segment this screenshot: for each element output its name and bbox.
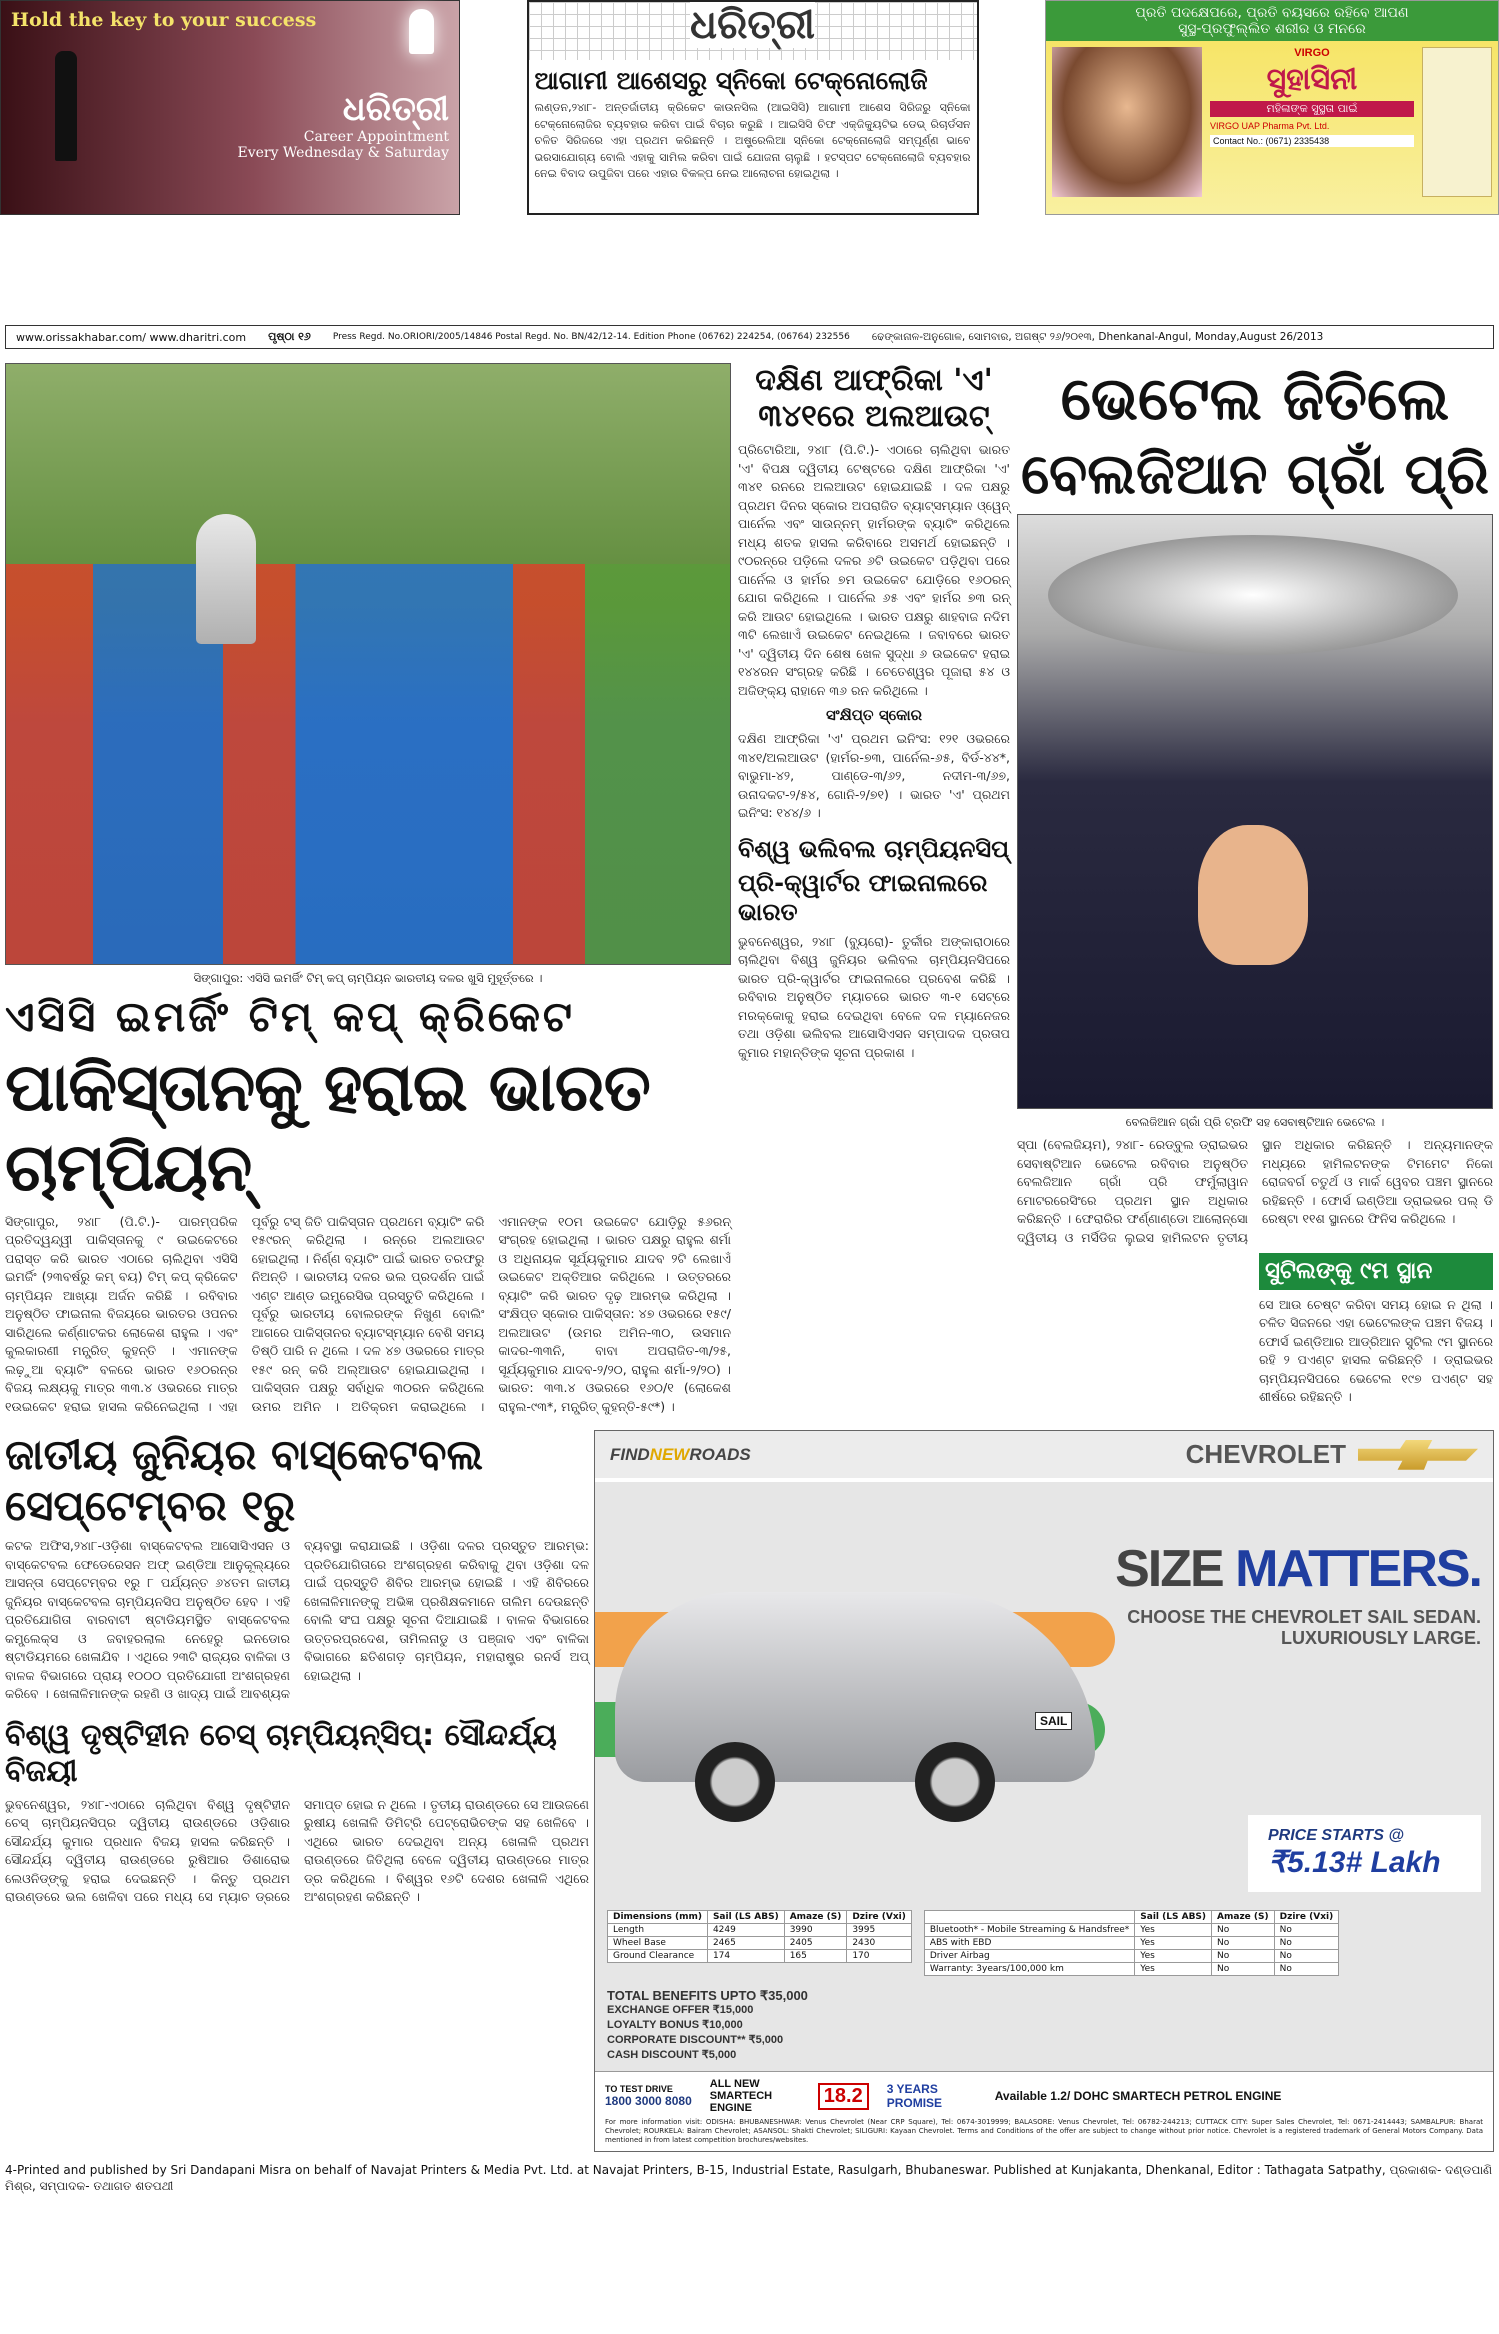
score-title: ସଂକ୍ଷିପ୍ତ ସ୍କୋର [825, 706, 923, 724]
brand: VIRGO [1294, 47, 1330, 59]
ad-tagline: Hold the key to your success [11, 9, 317, 31]
dimensions-table [607, 1910, 912, 1963]
table-cell: Amaze (S) [784, 1911, 847, 1924]
product-name: ସୁହାସିନୀ [1266, 63, 1358, 96]
sa-headline [738, 363, 1010, 435]
ad-hero [595, 1482, 1493, 1902]
table-cell: No [1212, 1937, 1275, 1950]
chess-body: ଭୁବନେଶ୍ୱର, ୨୪ା୮-ଏଠାରେ ଚାଲିଥିବା ବିଶ୍ୱ ଦୃଷ୍ଟିହୀନ ଚେସ୍ ଚାମ୍ପିୟନସିପ୍ର ଦ୍ୱିତୀୟ ରାଉଣ୍ଡରେ ଓଡ଼ିଶାର ସୌନ୍ଦର୍ଯ୍ୟ କୁମାର ପ୍ରଧାନ ବିଜୟ ହାସଲ କରିଛନ୍ତି । ସୌନ୍ଦର୍ଯ୍ୟ ଦ୍ୱିତୀୟ ରାଉଣ୍ଡରେ ରୁଷିଆର ଡିଶାରୋଭ ଲେଓନିଡ୍ଙ୍କୁ ହରାଇ ଦେଇଛନ୍ତି । କିନ୍ତୁ ପ୍ରଥମ ରାଉଣ୍ଡରେ ଭଲ ଖେଳିବା ପରେ ମଧ୍ୟ ସେ ମ୍ୟାଚ ଡ୍ରରେ ସମାପ୍ତ ହୋଇ ନ ଥିଲେ । ତୃତୀୟ ରାଉଣ୍ଡରେ ସେ ଆଉଜଣେ ରୁଷୀୟ ଖେଳାଳି ଡିମିଟ୍ରି ପେଟ୍ରୋଭିଚଙ୍କ ସହ ଖେଳିବେ । ଏଥିରେ ଭାରତ ଦେଇଥିବା ଅନ୍ୟ ଖେଳାଳି ପ୍ରଥମ ରାଉଣ୍ଡରେ ଜିତିଥିଲା ବେଳେ ଦ୍ୱିତୀୟ ରାଉଣ୍ଡରେ ମାତ୍ର ଡ୍ର କରିଥିଲେ । ବିଶ୍ୱର ୧୬ଟି ଦେଶର ଖେଳାଳି ଏଥିରେ ଅଂଶଗ୍ରହଣ କରିଛନ୍ତି । [5, 1796, 589, 1905]
table-row [608, 1950, 912, 1963]
size-text: SIZE [1115, 1540, 1223, 1599]
f1-body: ସ୍ପା (ବେଲଜିୟମ), ୨୪ା୮- ରେଡ୍ବୁଲ ଡ୍ରାଇଭର ସେବାଷ୍ଟିଆନ ଭେଟେଲ ରବିବାର ଅନୁଷ୍ଠିତ ବେଲଜିଆନ ଗ୍ରାଁ ପ୍ରି ଫର୍ମୁଲାୱାନ ମୋଟରରେସିଂରେ ପ୍ରଥମ ସ୍ଥାନ ଅଧିକାର କରିଛନ୍ତି । ଫେରାରିର ଫର୍ଣ୍ଣାଣ୍ଡୋ ଆଲୋନ୍ସୋ ଦ୍ୱିତୀୟ ଓ ମର୍ସିଡିଜ ଲୁଇସ ହାମିଲଟନ ତୃତୀୟ ସ୍ଥାନ ଅଧିକାର କରିଛନ୍ତି । ଅନ୍ୟମାନଙ୍କ ମଧ୍ୟରେ ହାମିଲଟନଙ୍କ ଟିମମେଟ ନିକୋ ରୋଜବର୍ଗ ଚତୁର୍ଥ ଓ ମାର୍କ ୱେବର ପଞ୍ଚମ ସ୍ଥାନରେ ରହିଛନ୍ତି । ଫୋର୍ସ ଇଣ୍ଡିଆ ଡ୍ରାଇଭର ପଲ୍ ଡି ରେଷ୍ଟା ୧୧ଶ ସ୍ଥାନରେ ଫିନିସ କରିଥିଲେ । [1017, 1137, 1493, 1245]
matters-text: MATTERS. [1235, 1540, 1481, 1599]
table-row [924, 1911, 1338, 1924]
chevrolet-ad[interactable] [594, 1430, 1494, 2152]
benefit-item: CASH DISCOUNT ₹5,000 [607, 2049, 737, 2062]
table-cell: Yes [1135, 1937, 1212, 1950]
company: VIRGO UAP Pharma Pvt. Ltd. [1210, 121, 1330, 131]
sniko-body: ଲଣ୍ଡନ,୨୪ା୮- ଅନ୍ତର୍ଜାତୀୟ କ୍ରିକେଟ କାଉନସିଲ (ଆଇସିସି) ଆଗାମୀ ଆଶେସ ସିରିଜରୁ ସ୍ନିକୋ ଟେକ୍ନୋଲୋଜିର ବ୍ୟବହାର କରିବା ପାଇଁ ବିଚାର କରୁଛି । ଆଇସିସି ଚିଫ ଏକ୍ଜିକ୍ୟୁଟିଭ ଡେଭ୍ ରିଚାର୍ଡସନ ଚଳିତ ସିରିଜରେ ଏହା ପ୍ରଥମ କରିଛନ୍ତି । ଅଷ୍ଟ୍ରେଲିଆ ସ୍ନିକୋ ଟେକ୍ନୋଲୋଜି ସମ୍ପୂର୍ଣ୍ଣ ଭାବେ ଭରସାଯୋଗ୍ୟ ବୋଲି ଏହାକୁ ସାମିଲ କରିବା ପାଇଁ ଯୋଜନା ଚାଲୁଛି । ହଟସ୍ପଟ ଟେକ୍ନୋଲୋଜି ବ୍ୟବହାର ନେଇ ବିବାଦ ଉପୁଜିବା ପରେ ଏହାର ବିକଳ୍ପ ନେଇ ଆଲୋଚନା ହୋଇଥିଲା । [534, 101, 971, 180]
bottom-section [0, 1416, 1499, 2152]
benefit-item: EXCHANGE OFFER ₹15,000 [607, 2004, 754, 2017]
product-box [1422, 47, 1492, 197]
table-cell: 3990 [784, 1924, 847, 1937]
dealer-fine-print: For more information visit: ODISHA: BHUBANESHWAR: Venus Chevrolet (Near CRP Square), Tel: 0674-3019999; BALASORE: Venus Chevrolet, Tel: 06782-244213; CUTTACK CITY: Super Sales Chevrolet, Tel: 0671-2414443; SAMBALPUR: Bharat Chevrolet; ROURKELA: Bairam Chevrolet; ASANSOL: Shakti Chevrolet; SILIGURI: Kayaan Chevrolet. Terms and Conditions of the offer are subject to change without prior notice. Chevrolet is a registered trademark of General Motors Company. Data mentioned in from latest competition brochures/websites. [605, 2118, 1483, 2145]
table-cell: No [1212, 1963, 1275, 1976]
table-row [608, 1911, 912, 1924]
table-cell: No [1274, 1963, 1339, 1976]
warranty-badge: 3 YEARS PROMISE [886, 2082, 943, 2111]
table-cell: No [1274, 1950, 1339, 1963]
table-cell: Length [608, 1924, 708, 1937]
product-sub: ମହିଳାଙ୍କ ସୁସ୍ଥତା ପାଇଁ [1210, 101, 1414, 117]
basketball-headline: ଜାତୀୟ ଜୁନିୟର ବାସ୍କେଟବଲ ସେପ୍ଟେମ୍ବର ୧ରୁ [5, 1430, 484, 1530]
f1-body-2: ସେ ଆଉ ଚେଷ୍ଟ କରିବା ସମୟ ହୋଇ ନ ଥିଲା । ଚଳିତ ସିଜନରେ ଏହା ଭେଟେଲଙ୍କ ପଞ୍ଚମ ବିଜୟ । ଫୋର୍ସ ଇଣ୍ଡିଆର ଆଡ୍ରିଆନ ସୁଟିଲ ୯ମ ସ୍ଥାନରେ ରହି ୨ ପଏଣ୍ଟ ହାସଲ କରିଛନ୍ତି । ଡ୍ରାଇଭର ଚାମ୍ପିୟନସିପରେ ଭେଟେଲ ୧୯୭ ପଏଣ୍ଟ ସହ ଶୀର୍ଷରେ ରହିଛନ୍ତି । [1259, 1296, 1493, 1405]
table-cell: Yes [1135, 1924, 1212, 1937]
table-cell: 165 [784, 1950, 847, 1963]
trophy-icon [196, 514, 256, 644]
chevrolet-ad-footer [595, 2071, 1493, 2151]
sniko-box [527, 0, 979, 215]
ad-line: Every Wednesday & Saturday [237, 145, 449, 161]
table-cell: 4249 [707, 1924, 784, 1937]
sniko-headline: ଆଗାମୀ ଆଶେସରୁ ସ୍ନିକୋ ଟେକ୍ନୋଲୋଜି [534, 66, 928, 95]
contact: Contact No.: (0671) 2335438 [1210, 135, 1414, 147]
career-ad[interactable] [0, 0, 460, 215]
sail-car [615, 1592, 1095, 1782]
table-cell: No [1212, 1924, 1275, 1937]
table-cell: Dimensions (mm) [608, 1911, 708, 1924]
table-cell: 2430 [847, 1937, 912, 1950]
table-cell: Sail (LS ABS) [1135, 1911, 1212, 1924]
ad-line: ପ୍ରତି ପଦକ୍ଷେପରେ, ପ୍ରତି ବୟସରେ ରହିବେ ଆପଣ [1135, 5, 1409, 21]
vettel-photo [1017, 514, 1493, 1109]
phone[interactable]: 1800 3000 8080 [605, 2094, 692, 2109]
bowtie-icon [1358, 1440, 1478, 1470]
top-ads-row [0, 0, 1499, 325]
table-cell [924, 1911, 1134, 1924]
table-cell: 170 [847, 1950, 912, 1963]
sa-headline-2: ୩୪୧ରେ ଅଲଆଉଟ୍ [758, 399, 990, 434]
volley-headline-2: ପ୍ରି-କ୍ୱାର୍ଟର ଫାଇନାଲରେ ଭାରତ [738, 869, 988, 927]
f1-subhead: ସୁଟିଲଙ୍କୁ ୯ମ ସ୍ଥାନ [1259, 1253, 1493, 1290]
table-row [924, 1950, 1338, 1963]
table-row [924, 1924, 1338, 1937]
mileage-badge: 18.2 [818, 2083, 869, 2110]
features-table [924, 1910, 1339, 1976]
table-cell: Dzire (Vxi) [847, 1911, 912, 1924]
volley-body: ଭୁବନେଶ୍ୱର, ୨୪ା୮ (ବ୍ୟୁରୋ)- ତୁର୍କୀର ଅଙ୍କାରାଠାରେ ଚାଲିଥିବା ବିଶ୍ୱ ଜୁନିୟର ଭଲିବଲ ଚାମ୍ପିୟନସିପରେ ଭାରତ ପ୍ରି-କ୍ୱାର୍ଟର ଫାଇନାଲରେ ପ୍ରବେଶ କରିଛି । ରବିବାର ଅନୁଷ୍ଠିତ ମ୍ୟାଚରେ ଭାରତ ୩-୧ ସେଟ୍ରେ ମରକ୍କୋକୁ ହରାଇ ଦେଇଥିବା ବେଳେ ଦଳ ମ୍ୟାନେଜର ତଥା ଓଡ଼ିଶା ଭଲିବଲ ଆସୋସିଏସନ ସମ୍ପାଦକ ପ୍ରତାପ କୁମାର ମହାନ୍ତିଙ୍କ ସୂଚନା ପ୍ରକାଶ । [738, 933, 1010, 1060]
table-cell: No [1212, 1950, 1275, 1963]
cricket-team-photo [5, 363, 731, 965]
suhasini-ad[interactable] [1045, 0, 1499, 215]
ad-sub: LUXURIOUSLY LARGE. [1280, 1627, 1481, 1648]
benefit-item: CORPORATE DISCOUNT** ₹5,000 [607, 2034, 784, 2047]
table-cell: Warranty: 3years/100,000 km [924, 1963, 1134, 1976]
cricket-story [5, 363, 731, 1416]
engine-availability: Available 1.2/ DOHC SMARTECH PETROL ENGINE [994, 2089, 1282, 2104]
engine-badge: ALL NEW SMARTECH ENGINE [709, 2078, 773, 2115]
man-silhouette-icon [55, 51, 77, 161]
page-info-strip [5, 325, 1494, 349]
sa-headline-1: ଦକ୍ଷିଣ ଆଫ୍ରିକା 'ଏ' [755, 363, 993, 398]
ad-header [1046, 1, 1498, 41]
cricket-kicker: ଏସିସି ଇମର୍ଜିଂ ଟିମ୍ କପ୍ କ୍ରିକେଟ [5, 992, 575, 1041]
wheel [915, 1742, 995, 1822]
driver-face [1198, 825, 1308, 965]
ad-line: Career Appointment [303, 129, 449, 145]
ad-sub: CHOOSE THE CHEVROLET SAIL SEDAN. [1127, 1606, 1481, 1627]
chess-headline: ବିଶ୍ୱ ଦୃଷ୍ଟିହୀନ ଚେସ୍ ଚାମ୍ପିୟନ୍ସିପ୍: ସୌନ୍ଦର୍ଯ୍ୟ ବିଜୟୀ [5, 1717, 557, 1789]
photo-caption: ବେଲଜିଆନ ଗ୍ରାଁ ପ୍ରି ଟ୍ରଫି ସହ ସେବାଷ୍ଟିଆନ ଭେଟେଲ । [1125, 1115, 1385, 1130]
f1-headline-2: ବେଲଜିଆନ ଗ୍ରାଁ ପ୍ରି [1020, 442, 1489, 507]
spec-area [595, 1902, 1493, 2071]
table-cell: 2465 [707, 1937, 784, 1950]
table-cell: No [1274, 1924, 1339, 1937]
date: ଢେଙ୍କାନାଳ-ଅନୁଗୋଳ, ସୋମବାର, ଅଗଷ୍ଟ ୨୬/୨୦୧୩, Dhenkanal-Angul, Monday,August 26/2013 [871, 330, 1324, 343]
volley-headline-1: ବିଶ୍ୱ ଭଲିବଲ ଚାମ୍ପିୟନସିପ୍ [738, 834, 1010, 863]
cricket-body: ସିଙ୍ଗାପୁର, ୨୪ା୮ (ପି.ଟି.)- ପାରମ୍ପରିକ ପ୍ରତିଦ୍ୱନ୍ଦ୍ୱୀ ପାକିସ୍ତାନକୁ ୯ ଉଇକେଟରେ ପରାସ୍ତ କରି ଭାରତ ଏଠାରେ ଚାଲିଥିବା ଏସିସି ଇମର୍ଜିଂ (୨୩ବର୍ଷରୁ କମ୍ ବୟ) ଟିମ୍ କପ୍ କ୍ରିକେଟ ଚାମ୍ପିୟନ ଆଖ୍ୟା ଅର୍ଜନ କରିଛି । ରବିବାର ଅନୁଷ୍ଠିତ ଫାଇନାଲ ବିଜୟରେ ଭାରତର ଓପନର ସାରିଥିଲେ କର୍ଣ୍ଣାଟକର ଲୋକେଶ ରାହୁଲ । ଏବଂ କୁଲକାରଣୀ ମନ୍ପ୍ରିତ୍ କୁହନ୍ତି । ଏମାନଙ୍କ ଲଢ଼ୁଆ ବ୍ୟାଟିଂ ବଳରେ ଭାରତ ୧୬୦ରନ୍ର ବିଜୟ ଲକ୍ଷ୍ୟକୁ ମାତ୍ର ୩୩.୪ ଓଭରରେ ମାତ୍ର ୧ଉଇକେଟ ହରାଇ ହାସଲ କରିନେଇଥିଲା । ଏହା ପୂର୍ବରୁ ଟସ୍ ଜିତି ପାକିସ୍ତାନ ପ୍ରଥମେ ବ୍ୟାଟିଂ କରି ୧୫୯ରନ୍ କରିଥିଲା । ରନ୍ରେ ଅଲଆଉଟ ହୋଇଥିଲା । ନିର୍ଣ୍ଣ ବ୍ୟାଟିଂ ପାଇଁ ଭାରତ ତରଫରୁ ନିଅନ୍ତି । ଭାରତୀୟ ଦଳର ଭଲ ପ୍ରଦର୍ଶନ ପାଇଁ ଏଣ୍ଟ ଆଣ୍ଡ ଇମ୍ପ୍ରେସିଭ ପ୍ରସ୍ତୁତି କରିଥିଲେ । ପୂର୍ବରୁ ଭାରତୀୟ ବୋଲରଙ୍କ ନିଖୁଣ ବୋଲିଂ ଆଗରେ ପାକିସ୍ତାନର ବ୍ୟାଟସ୍ମ୍ୟାନ ବେଶି ସମୟ ତିଷ୍ଠି ପାରି ନ ଥିଲେ । ଦଳ ୪୭ ଓଭରରେ ମାତ୍ର ୧୫୯ ରନ୍ କରି ଅଲ୍ଆଉଟ ହୋଇଯାଇଥିଲା । ପାକିସ୍ତାନ ପକ୍ଷରୁ ସର୍ବାଧିକ ୩୦ରନ କରିଥିଲେ ଉମର ଅମିନ । ଅତିକ୍ରମ କରାଇଥିଲେ । ଏମାନଙ୍କ ୧୦ମ ଉଇକେଟ ଯୋଡ଼ିରୁ ୫୬ରନ୍ ସଂଗ୍ରହ ହୋଇଥିଲା । ଭାରତ ପକ୍ଷରୁ ରାହୁଲ ଶର୍ମା ଓ ଅଧିନାୟକ ସୂର୍ଯ୍ୟକୁମାର ଯାଦବ ୨ଟି ଲେଖାଏଁ ଉଇକେଟ ଅକ୍ତିଆର କରିଥିଲେ । ଉତ୍ତରରେ ବ୍ୟାଟିଂ କରି ଭାରତ ଦୃଢ଼ ଆରମ୍ଭ କରିଥିଲା । ସଂକ୍ଷିପ୍ତ ସ୍କୋର ପାକିସ୍ତାନ: ୪୭ ଓଭରରେ ୧୫୯/ଅଲଆଉଟ (ଉମର ଅମିନ-୩୦, ଉସମାନ କାଦର-୩୩ନି, ବାବା ଅପରାଜିତ-୩/୨୫, ସୂର୍ଯ୍ୟକୁମାର ଯାଦବ-୨/୨୦, ରାହୁଲ ଶର୍ମା-୨/୨୦) । ଭାରତ: ୩୩.୪ ଓଭରରେ ୧୬୦/୧ (ଲୋକେଶ ରାହୁଲ-୯୩*, ମନ୍ପ୍ରିତ୍ କୁହନ୍ତି-୫୯*) । [5, 1213, 731, 1414]
ad-line: ସୁସ୍ଥ-ପ୍ରଫୁଲ୍ଲିତ ଶରୀର ଓ ମନରେ [1178, 21, 1366, 37]
table-cell: Yes [1135, 1963, 1212, 1976]
imprint-line: 4-Printed and published by Sri Dandapani Misra on behalf of Navajat Printers & Media Pvt. Ltd. at Navajat Printers, B-15, Industrial Estate, Rasulgarh, Bhubaneswar. Published at Kunjakanta, Dhenkanal, Editor : Tathagata Satpathy, ପ୍ରକାଶକ- ଦଣ୍ଡପାଣି ମିଶ୍ର, ସମ୍ପାଦକ- ତଥାଗତ ଶତପଥୀ [5, 2163, 1493, 2194]
table-cell: Wheel Base [608, 1937, 708, 1950]
tag-part: ROADS [689, 1444, 751, 1464]
table-cell: No [1274, 1937, 1339, 1950]
sa-story [738, 363, 1010, 1416]
benefit-item: LOYALTY BONUS ₹10,000 [607, 2019, 743, 2032]
tag-part: FIND [610, 1444, 650, 1464]
license-plate: SAIL [1035, 1712, 1072, 1730]
call-label: TO TEST DRIVE [605, 2084, 673, 2095]
table-cell: 2405 [784, 1937, 847, 1950]
table-cell: ABS with EBD [924, 1937, 1134, 1950]
benefits-list [607, 1988, 808, 2063]
table-row [608, 1937, 912, 1950]
f1-story [1017, 363, 1493, 1416]
keyhole-icon [409, 9, 434, 54]
registration: Press Regd. No.ORIORI/2005/14846 Postal Regd. No. BN/42/12-14. Edition Phone (06762) 224254, (06764) 232556 [332, 332, 850, 342]
table-cell: Sail (LS ABS) [707, 1911, 784, 1924]
price-label: PRICE STARTS @ [1268, 1827, 1404, 1845]
table-cell: Yes [1135, 1950, 1212, 1963]
table-cell: Amaze (S) [1212, 1911, 1275, 1924]
page-number: ପୃଷ୍ଠା ୧୬ [268, 330, 311, 343]
score-body: ଦକ୍ଷିଣ ଆଫ୍ରିକା 'ଏ' ପ୍ରଥମ ଇନିଂସ: ୧୨୧ ଓଭରରେ ୩୪୧/ଅଲଆଉଟ (ହାର୍ମର-୭୩, ପାର୍ନେଲ-୬୫, ବିର୍ଡ-୪୪*, ବାଭୁମା-୪୨, ପାଣ୍ଡେ-୩/୬୨, ନଦୀମ-୩/୬୭, ଉନାଦକଟ-୨/୫୪, ଗୋନି-୨/୭୧) । ଭାରତ 'ଏ' ପ୍ରଥମ ଇନିଂସ: ୧୪୪/୬ । [738, 731, 1010, 820]
table-row [924, 1963, 1338, 1976]
sa-body: ପ୍ରିଟୋରିଆ, ୨୪ା୮ (ପି.ଟି.)- ଏଠାରେ ଚାଲିଥିବା ଭାରତ 'ଏ' ବିପକ୍ଷ ଦ୍ୱିତୀୟ ଟେଷ୍ଟରେ ଦକ୍ଷିଣ ଆଫ୍ରିକା 'ଏ' ୩୪୧ ରନରେ ଅଲଆଉଟ ହୋଇଯାଇଛି । ଦଳ ପକ୍ଷରୁ ପ୍ରଥମ ଦିନର ସ୍କୋର ଅପରାଜିତ ବ୍ୟାଟ୍ସମ୍ୟାନ ଓ୍ୱେନ୍ ପାର୍ନେଲ ଏବଂ ସାଉନ୍ନମ୍ ହାର୍ମରଙ୍କ ବ୍ୟାଟିଂ କରିଥିଲେ ମଧ୍ୟ ଶତକ ହାସଲ କରିବାରେ ଅସମର୍ଥ ହୋଇଛନ୍ତି । ୯୦ରନ୍ରେ ପଡ଼ିଲେ ଦଳର ୬ଟି ଉଇକେଟ ପଡ଼ିଥିବା ପରେ ପାର୍ନେଲ ଓ ହାର୍ମର ୭ମ ଉଇକେଟ ଯୋଡ଼ିରେ ୧୬୦ରନ୍ ଯୋଗ କରିଥିଲେ । ପାର୍ନେଲ ୬୫ ଏବଂ ହାର୍ମର ୭୩ ରନ୍ କରି ଆଉଟ ହୋଇଥିଲେ । ଭାରତ ପକ୍ଷରୁ ଶାହବାଜ ନଦିମ ୩ଟି ଲେଖାଏଁ ଉଇକେଟ ନେଇଥିଲେ । ଜବାବରେ ଭାରତ 'ଏ' ଦ୍ୱିତୀୟ ଦିନ ଶେଷ ଖେଳ ସୁଦ୍ଧା ୬ ଉଇକେଟ ହରାଇ ୧୪୪ରନ ସଂଗ୍ରହ କରିଛି । ଚେତେଶ୍ୱର ପୂଜାରା ୫୪ ଓ ଅଜିଙ୍କ୍ୟ ରାହାନେ ୩୬ ରନ କରିଥିଲେ । [738, 442, 1010, 698]
table-row [608, 1924, 912, 1937]
table-cell: Bluetooth* - Mobile Streaming & Handsfree* [924, 1924, 1134, 1937]
wheel [695, 1742, 775, 1822]
find-new-roads [610, 1445, 751, 1465]
website[interactable]: www.orissakhabar.com/ www.dharitri.com [16, 330, 247, 344]
benefit-item: TOTAL BENEFITS UPTO ₹35,000 [607, 1988, 808, 2004]
table-cell: 174 [707, 1950, 784, 1963]
dharitri-logo: ଧରିତ୍ରୀ [690, 2, 815, 48]
photo-caption: ସିଙ୍ଗାପୁର: ଏସିସି ଇମର୍ଜିଂ ଟିମ୍ କପ୍ ଚାମ୍ପିୟନ ଭାରତୀୟ ଦଳର ଖୁସି ମୁହୂର୍ତ୍ତରେ । [193, 971, 543, 985]
basketball-chess-stories [5, 1430, 589, 2152]
table-cell: Dzire (Vxi) [1274, 1911, 1339, 1924]
car-visual [595, 1482, 1115, 1902]
chevrolet-logo-text: CHEVROLET [1185, 1439, 1346, 1470]
table-cell: 3995 [847, 1924, 912, 1937]
trophy-plate-icon [1048, 535, 1458, 655]
f1-headline-1: ଭେଟେଲ ଜିତିଲେ [1060, 364, 1450, 434]
tag-part: NEW [649, 1444, 690, 1464]
ad-logo: ଧରିତ୍ରୀ [342, 89, 449, 129]
main-news-grid [0, 349, 1499, 1416]
women-photo [1052, 47, 1202, 197]
table-cell: Driver Airbag [924, 1950, 1134, 1963]
basketball-body: କଟକ ଅଫିସ,୨୪ା୮-ଓଡ଼ିଶା ବାସ୍କେଟବଲ ଆସୋସିଏସନ ଓ ବାସ୍କେଟବଲ ଫେଡେରେସନ ଅଫ୍ ଇଣ୍ଡିଆ ଆନୁକୂଲ୍ୟରେ ଆସନ୍ତା ସେପ୍ଟେମ୍ବର ୧ରୁ ୮ ପର୍ଯ୍ୟନ୍ତ ୬୪ତମ ଜାତୀୟ ଜୁନିୟର ବାସ୍କେଟବଲ ଚାମ୍ପିୟନସିପ ଅନୁଷ୍ଠିତ ହେବ । ଏହି ପ୍ରତିଯୋଗିତା ବାରବାଟୀ ଷ୍ଟାଡିୟମସ୍ଥିତ ବାସ୍କେଟବଲ କମ୍ପ୍ଲେକ୍ସ ଓ ଜବାହରଲାଲ ନେହେରୁ ଇନଡୋର ଷ୍ଟାଡିୟମରେ ଖେଳାଯିବ । ଏଥିରେ ୨୩ଟି ରାଜ୍ୟର ବାଳିକା ଓ ବାଳକ ବିଭାଗରେ ପ୍ରାୟ ୧୦୦୦ ପ୍ରତିଯୋଗୀ ଅଂଶଗ୍ରହଣ କରିବେ । ଖେଳାଳିମାନଙ୍କ ରହଣି ଓ ଖାଦ୍ୟ ପାଇଁ ଆବଶ୍ୟକ ବ୍ୟବସ୍ଥା କରାଯାଇଛି । ଓଡ଼ିଶା ଦଳର ପ୍ରସ୍ତୁତ ଆରମ୍ଭ: ପ୍ରତିଯୋଗିତାରେ ଅଂଶଗ୍ରହଣ କରିବାକୁ ଥିବା ଓଡ଼ିଶା ଦଳ ପାଇଁ ପ୍ରସ୍ତୁତି ଶିବିର ଆରମ୍ଭ ହୋଇଛି । ଏହି ଶିବିରରେ ଖେଳାଳିମାନଙ୍କୁ ଅଭିଜ୍ଞ ପ୍ରଶିକ୍ଷକମାନେ ତାଲିମ ଦେଉଛନ୍ତି ବୋଲି ସଂଘ ପକ୍ଷରୁ ସୂଚନା ଦିଆଯାଇଛି । ବାଳକ ବିଭାଗରେ ଉତ୍ତରପ୍ରଦେଶ, ତାମିଲନାଡୁ ଓ ପଞ୍ଜାବ ଏବଂ ବାଳିକା ବିଭାଗରେ ଛତିଶଗଡ଼ ଚାମ୍ପିୟନ, ମହାରାଷ୍ଟ୍ର ରନର୍ସ ଅପ୍ ହୋଇଥିଲା । [5, 1538, 589, 1702]
price: ₹5.13# Lakh [1268, 1846, 1441, 1880]
table-cell: Ground Clearance [608, 1950, 708, 1963]
cricket-headline: ପାକିସ୍ତାନକୁ ହରାଇ ଭାରତ ଚାମ୍ପିୟନ୍ [5, 1049, 650, 1206]
table-row [924, 1937, 1338, 1950]
